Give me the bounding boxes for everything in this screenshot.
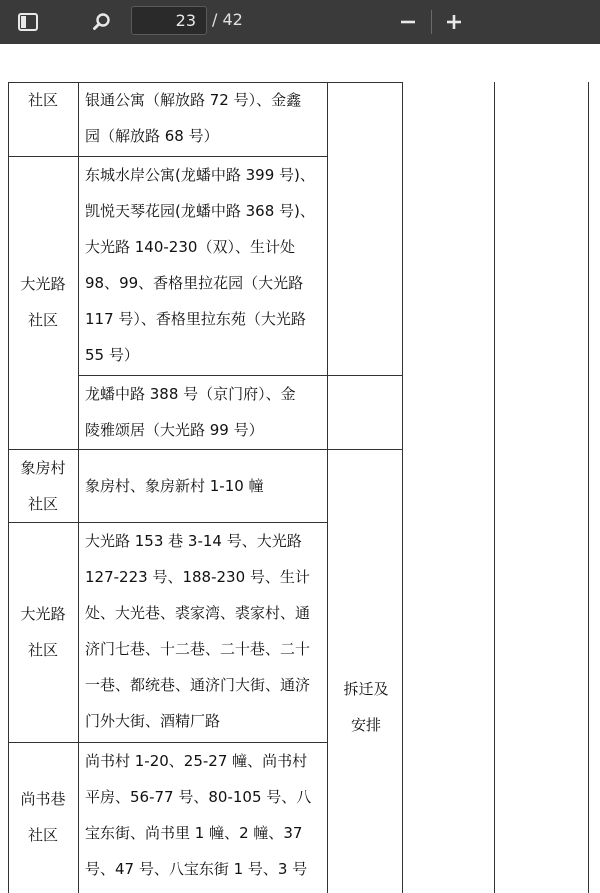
community-cell: 象房村 社区: [20, 459, 66, 513]
sidebar-toggle-icon: [17, 12, 39, 32]
viewer-toolbar: [0, 0, 600, 44]
toolbar-divider: [431, 10, 432, 34]
address-cell: 大光路 153 巷 3-14 号、大光路 127-223 号、188-230 号、生计 处、大光巷、裘家湾、裘家村、通 济门七巷、十二巷、二十巷、二十 一巷、都统巷、通济门大街、通济 门外大街、酒精厂路: [85, 532, 311, 730]
search-button[interactable]: [84, 6, 120, 38]
community-cell: 大光路 社区: [20, 275, 66, 329]
table-column-divider: [327, 82, 328, 893]
address-cell: 尚书村 1-20、25-27 幢、尚书村 平房、56-77 号、80-105 号、八 宝东街、尚书里 1 幢、2 幢、37 号、47 号、八宝东街 1 号、3 号: [85, 752, 312, 878]
address-cell: 东城水岸公寓(龙蟠中路 399 号)、 凯悦天琴花园(龙蟠中路 368 号)、 大光路 140-230（双）、生计处 98、99、香格里拉花园（大光路 117 号）、香格里拉东苑（大光路 55 号）: [85, 166, 315, 364]
zoom-out-button[interactable]: [392, 6, 424, 38]
address-cell: 龙蟠中路 388 号（京门府）、金 陵雅颂居（大光路 99 号）: [85, 385, 296, 439]
community-cell: 社区: [27, 91, 58, 109]
community-cell: 尚书巷 社区: [20, 790, 66, 844]
plus-icon: [445, 13, 463, 31]
minus-icon: [399, 13, 417, 31]
community-cell: 大光路 社区: [20, 605, 66, 659]
page-number-input[interactable]: [131, 6, 207, 35]
sidebar-toggle-button[interactable]: [10, 6, 46, 38]
note-cell: 拆迁及 安排: [343, 680, 389, 734]
address-cell: 银通公寓（解放路 72 号）、金鑫 园（解放路 68 号）: [85, 91, 302, 145]
zoom-in-button[interactable]: [438, 6, 470, 38]
table-border-right: [588, 82, 589, 893]
address-cell: 象房村、象房新村 1-10 幢: [85, 477, 264, 495]
table-column-divider: [402, 82, 403, 893]
table-column-divider: [78, 82, 79, 893]
table-column-divider: [494, 82, 495, 893]
document-page: [0, 44, 600, 893]
page-total-label: / 42: [212, 10, 243, 29]
search-icon: [92, 12, 112, 32]
